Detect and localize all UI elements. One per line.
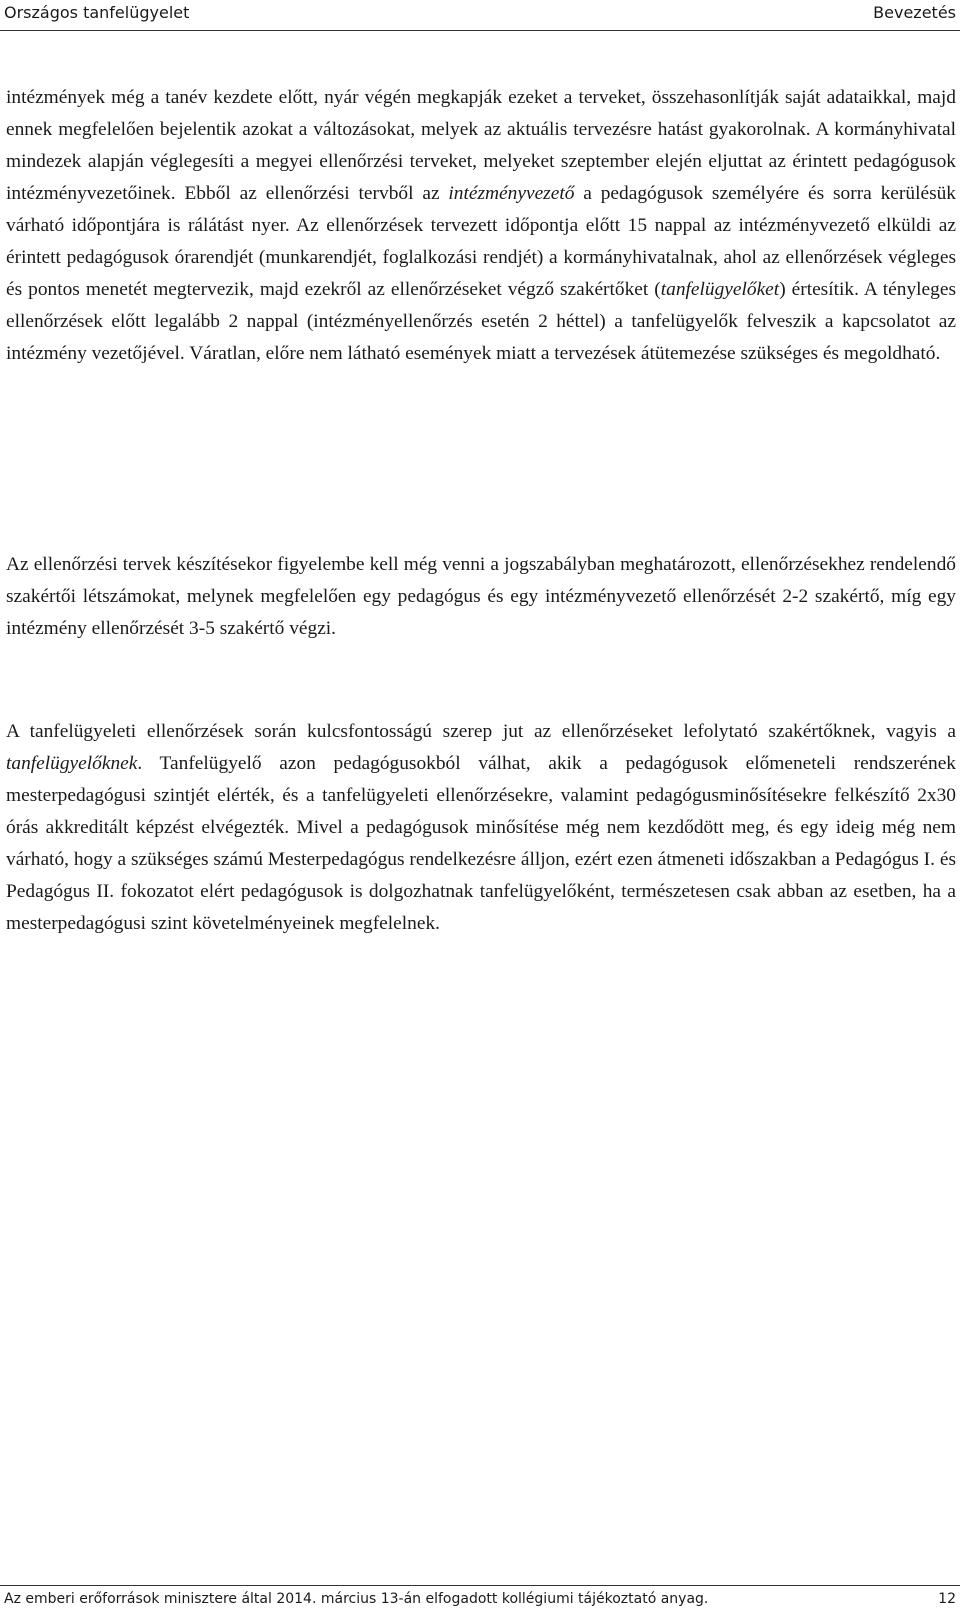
text-run-italic: tanfelügyelőknek (6, 753, 138, 774)
paragraph (6, 82, 956, 370)
text-run-italic: tanfelügyelőket (660, 279, 780, 300)
text-run: . Tanfelügyelő azon pedagógusokból válhat, akik a pedagógusok előmeneteli rendszerének mesterpedagógusi szintjét elérték, és a tanfelügyeleti ellenőrzésekre, valamint pedagógusminősítésekre felkészítő 2x30 órás akkreditált képzést elvégezték. Mivel a pedagógusok minősítése még nem kezdődött meg, és egy ideig még nem várható, hogy a szükséges számú Mesterpedagógus rendelkezésre álljon, ezért ezen átmeneti időszakban a Pedagógus I. és Pedagógus II. fokozatot elért pedagógusok is dolgozhatnak tanfelügyelőként, természetesen csak abban az esetben, ha a mesterpedagógusi szint követelményeinek megfelelnek. (6, 753, 956, 934)
text-run: intézmények még a tanév kezdete előtt, nyár végén megkapják ezeket a terveket, összehasonlítják saját adataikkal, majd ennek megfelelően bejelentik azokat a változásokat, melyek az aktuális tervezésre hatást gyakorolnak. A kormányhivatal mindezek alapján véglegesíti a megyei ellenőrzési terveket, melyeket szeptember elején eljuttat az érintett pedagógusok intézményvezetőinek. Ebből az ellenőrzési tervből az (6, 87, 956, 204)
text-run: Az ellenőrzési tervek készítésekor figyelembe kell még venni a jogszabályban meghatározott, ellenőrzésekhez rendelendő szakértői létszámokat, melynek megfelelően egy pedagógus és egy intézményvezető ellenőrzését 2-2 szakértő, míg egy intézmény ellenőrzését 3-5 szakértő végzi. (6, 554, 956, 639)
text-run: A tanfelügyeleti ellenőrzések során kulcsfontosságú szerep jut az ellenőrzéseket lefolytató szakértőknek, vagyis a (6, 721, 956, 742)
footer-note: Az emberi erőforrások minisztere által 2014. március 13-án elfogadott kollégiumi tájékoztató anyag. (4, 1591, 709, 1607)
header-title: Országos tanfelügyelet (4, 3, 190, 22)
paragraph (6, 549, 956, 645)
paragraph (6, 716, 956, 940)
page-number: 12 (938, 1591, 956, 1607)
running-header (0, 0, 960, 31)
running-footer (0, 1585, 960, 1614)
text-run-italic: intézményvezető (448, 183, 575, 204)
text-run: a pedagógusok személyére és sorra kerülésük várható időpontjára is rálátást nyer. Az ellenőrzések tervezett időpontja előtt 15 nappal az intézményvezető elküldi az érintett pedagógusok órarendjét (munkarendjét, foglalkozási rendjét) a kormányhivatalnak, ahol az ellenőrzések végleges és pontos menetét megtervezik, majd ezekről az ellenőrzéseket végző szakértőket ( (6, 183, 956, 300)
header-section: Bevezetés (873, 3, 956, 22)
text-run: ) értesítik. A tényleges ellenőrzések előtt legalább 2 nappal (intézményellenőrzés esetén 2 héttel) a tanfelügyelők felveszik a kapcsolatot az intézmény vezetőjével. Váratlan, előre nem látható események miatt a tervezések átütemezése szükséges és megoldható. (6, 279, 956, 364)
